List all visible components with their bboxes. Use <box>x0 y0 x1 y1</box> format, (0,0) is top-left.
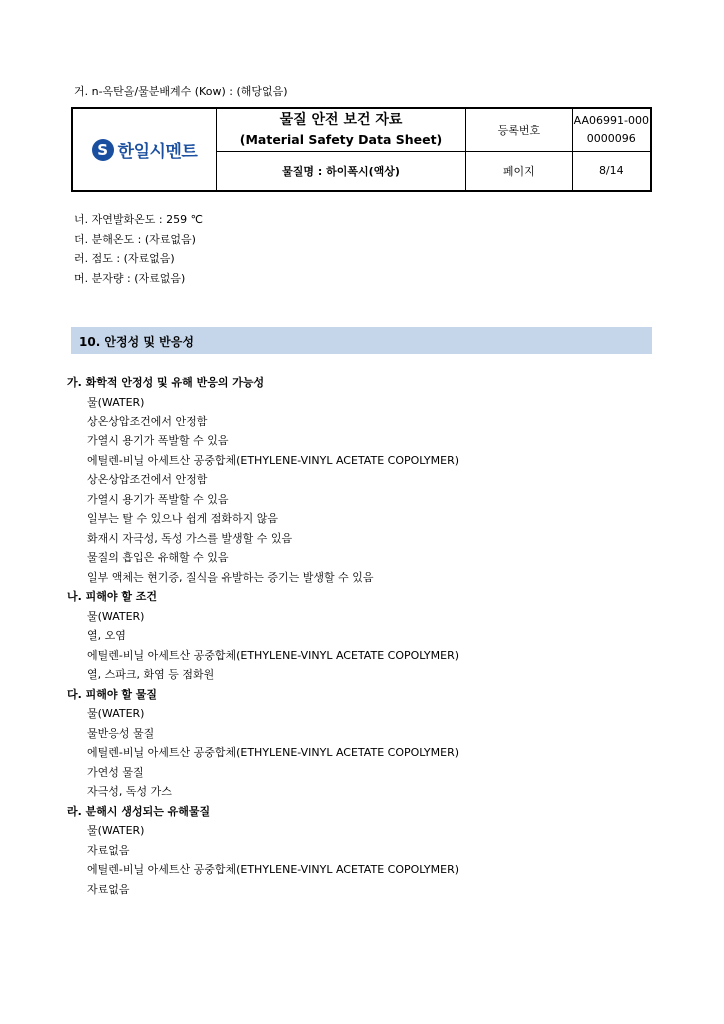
content-line: 가연성 물질 <box>87 766 144 779</box>
doc-title <box>216 108 465 151</box>
reg-number <box>572 108 651 151</box>
reg-label: 등록번호 <box>466 108 573 151</box>
doc-title-en: (Material Safety Data Sheet) <box>239 131 443 147</box>
content-line: 물(WATER) <box>87 610 145 623</box>
content-line: 물반응성 물질 <box>87 727 155 740</box>
prop-line: 머. 분자량 : (자료없음) <box>74 272 186 285</box>
category-title: 가. 화학적 안정성 및 유해 반응의 가능성 <box>67 376 265 389</box>
content-line: 물질의 흡입은 유해할 수 있음 <box>87 551 229 564</box>
prop-line: 더. 분해온도 : (자료없음) <box>74 233 196 246</box>
prop-line: 러. 점도 : (자료없음) <box>74 252 175 265</box>
content-line: 화재시 자극성, 독성 가스를 발생할 수 있음 <box>87 532 293 545</box>
content-line: 에틸렌-비닐 아세트산 공중합체(ETHYLENE-VINYL ACETATE COPOLYMER) <box>87 863 460 876</box>
content-line: 열, 오염 <box>87 629 126 642</box>
company-logo <box>72 108 216 191</box>
page-label: 페이지 <box>466 151 573 191</box>
content-line: 일부 액체는 현기증, 질식을 유발하는 증기는 발생할 수 있음 <box>87 571 374 584</box>
content-line: 자극성, 독성 가스 <box>87 785 172 798</box>
content-line: 자료없음 <box>87 844 130 857</box>
content-line: 물(WATER) <box>87 707 145 720</box>
content-line: 상온상압조건에서 안정함 <box>87 473 208 486</box>
msds-header-table <box>71 107 652 192</box>
content-line: 가열시 용기가 폭발할 수 있음 <box>87 493 229 506</box>
section-header-bar <box>71 327 652 354</box>
content-line: 에틸렌-비닐 아세트산 공중합체(ETHYLENE-VINYL ACETATE COPOLYMER) <box>87 746 460 759</box>
content-line: 물(WATER) <box>87 824 145 837</box>
content-line: 상온상압조건에서 안정함 <box>87 415 208 428</box>
prop-line: 너. 자연발화온도 : 259 ℃ <box>74 213 203 226</box>
content-line: 에틸렌-비닐 아세트산 공중합체(ETHYLENE-VINYL ACETATE COPOLYMER) <box>87 649 460 662</box>
section-title: 10. 안정성 및 반응성 <box>79 335 194 349</box>
kow-line: 거. n-옥탄올/물분배계수 (Kow) : (해당없음) <box>74 85 288 98</box>
category-title: 라. 분해시 생성되는 유해물질 <box>67 805 211 818</box>
company-logo-icon: S <box>92 139 114 161</box>
reg-number-line1: AA06991-000 <box>573 113 649 127</box>
reg-number-line2: 0000096 <box>586 131 636 145</box>
content-line: 일부는 탈 수 있으나 쉽게 점화하지 않음 <box>87 512 278 525</box>
category-title: 나. 피해야 할 조건 <box>67 590 158 603</box>
doc-title-ko: 물질 안전 보건 자료 <box>279 111 403 128</box>
content-line: 열, 스파크, 화염 등 점화원 <box>87 668 215 681</box>
content-line: 물(WATER) <box>87 396 145 409</box>
page-number: 8/14 <box>572 151 651 191</box>
product-name: 물질명 : 하이폭시(액상) <box>216 151 465 191</box>
content-line: 자료없음 <box>87 883 130 896</box>
company-name: 한일시멘트 <box>117 142 198 162</box>
category-title: 다. 피해야 할 물질 <box>67 688 158 701</box>
content-line: 에틸렌-비닐 아세트산 공중합체(ETHYLENE-VINYL ACETATE COPOLYMER) <box>87 454 460 467</box>
content-line: 가열시 용기가 폭발할 수 있음 <box>87 434 229 447</box>
